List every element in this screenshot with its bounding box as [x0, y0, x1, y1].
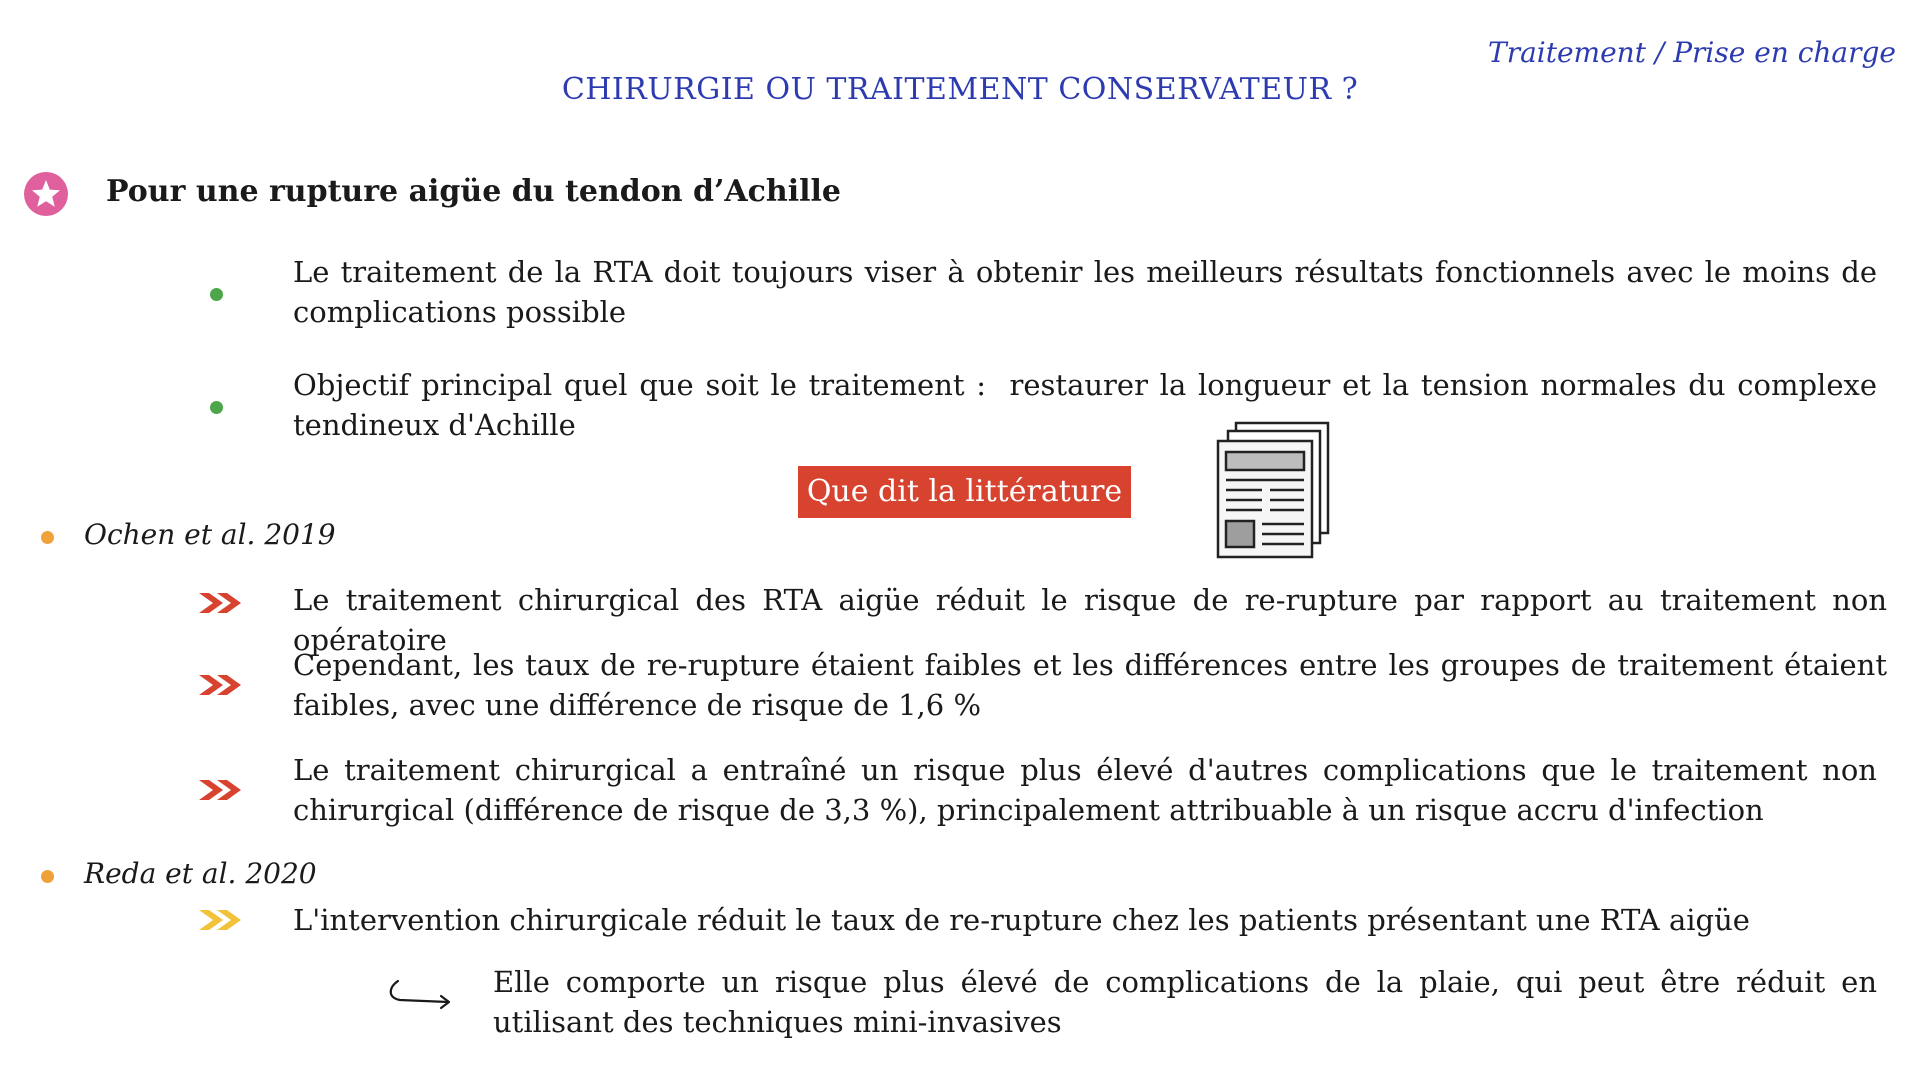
- reference-label-reda: Reda et al. 2020: [84, 857, 317, 890]
- reference-dot: [41, 870, 54, 883]
- ochen-point-1: Le traitement chirurgical des RTA aigüe réduit le risque de re-rupture par rapport au traitement non opératoire: [293, 583, 1887, 657]
- intro-bullet-1: Le traitement de la RTA doit toujours viser à obtenir les meilleurs résultats fonctionnels avec le moins de complications possible: [293, 255, 1877, 329]
- reda-sub-point: Elle comporte un risque plus élevé de complications de la plaie, qui peut être réduit en utilisant des techniques mini-invasives: [493, 965, 1877, 1039]
- ochen-point-3: Le traitement chirurgical a entraîné un risque plus élevé d'autres complications que le traitement non chirurgical (différence de risque de 3,3 %), principalement attribuable à un risque accru d'infection: [293, 753, 1877, 827]
- ochen-point-2: Cependant, les taux de re-rupture étaient faibles et les différences entre les groupes de traitement étaient faibles, avec une différence de risque de 1,6 %: [293, 648, 1887, 722]
- curved-return-arrow-icon: [386, 978, 454, 1014]
- intro-bullet-2: Objectif principal quel que soit le traitement : restaurer la longueur et la tension normales du complexe tendineux d'Achille: [293, 368, 1877, 442]
- bullet-dot: [210, 401, 223, 414]
- bullet-dot: [210, 288, 223, 301]
- double-chevron-arrow-icon: [199, 908, 243, 932]
- double-chevron-arrow-icon: [199, 673, 243, 697]
- reference-dot: [41, 531, 54, 544]
- literature-button[interactable]: Que dit la littérature ?: [798, 466, 1131, 518]
- newspaper-icon: [1212, 420, 1332, 560]
- section-heading: Pour une rupture aigüe du tendon d’Achille: [106, 174, 842, 209]
- section-label: Traitement / Prise en charge: [1488, 36, 1896, 69]
- reda-point-1: L'intervention chirurgicale réduit le taux de re-rupture chez les patients présentant une RTA aigüe: [293, 903, 1750, 937]
- double-chevron-arrow-icon: [199, 591, 243, 615]
- reference-label-ochen: Ochen et al. 2019: [84, 518, 336, 551]
- star-badge-icon: [24, 172, 68, 216]
- page-title: CHIRURGIE OU TRAITEMENT CONSERVATEUR ?: [561, 72, 1359, 107]
- double-chevron-arrow-icon: [199, 778, 243, 802]
